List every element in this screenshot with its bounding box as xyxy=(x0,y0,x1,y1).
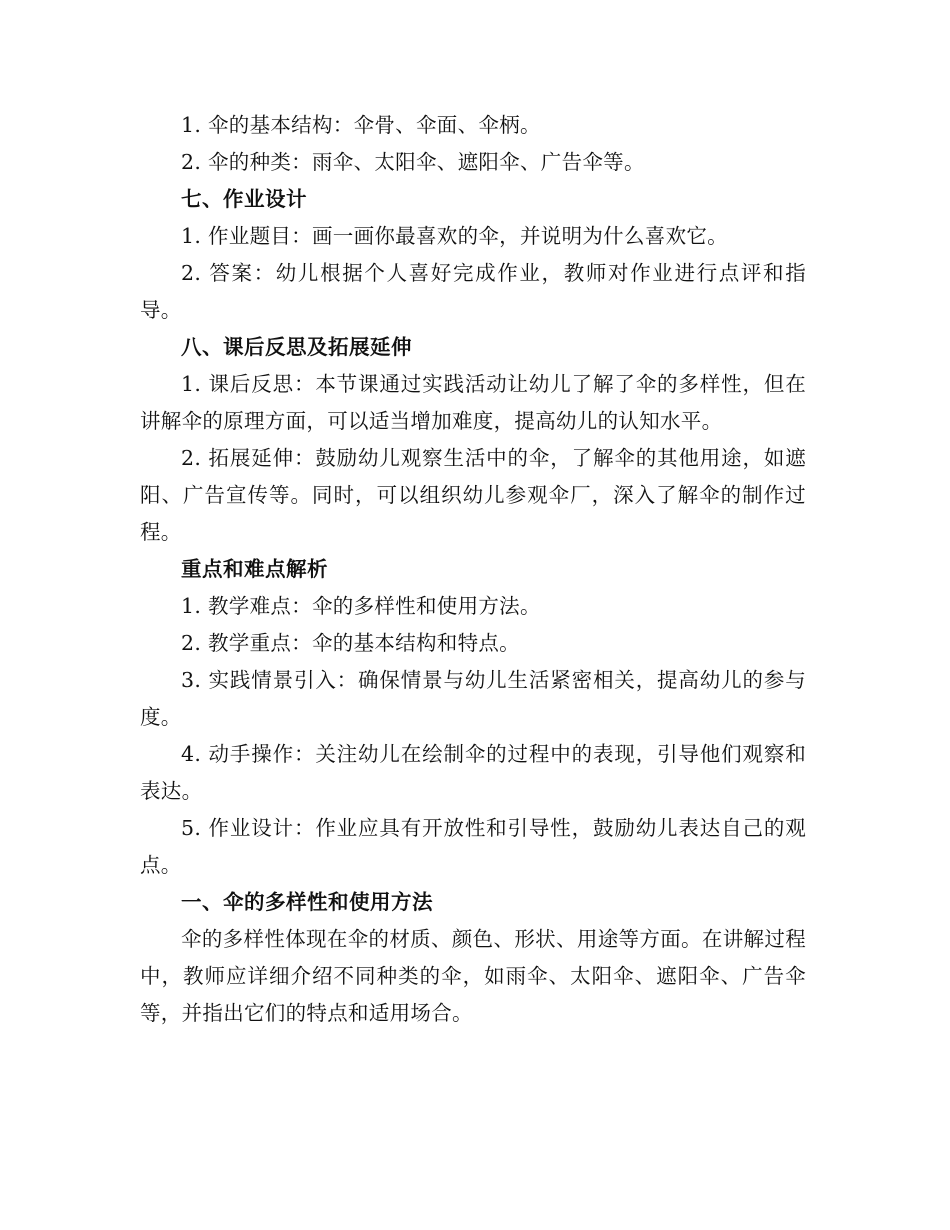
list-item-hands-on: 4. 动手操作：关注幼儿在绘制伞的过程中的表现，引导他们观察和表达。 xyxy=(140,742,806,803)
list-item-scenario: 3. 实践情景引入：确保情景与幼儿生活紧密相关，提高幼儿的参与度。 xyxy=(140,668,806,729)
list-item-types: 2. 伞的种类：雨伞、太阳伞、遮阳伞、广告伞等。 xyxy=(181,150,645,174)
section-heading-homework: 七、作业设计 xyxy=(181,187,307,211)
list-item-extension: 2. 拓展延伸：鼓励幼儿观察生活中的伞，了解伞的其他用途，如遮阳、广告宣传等。同时，可以组织幼儿参观伞厂，深入了解伞的制作过程。 xyxy=(140,446,806,544)
document-body xyxy=(140,107,806,1032)
list-item-structure: 1. 伞的基本结构：伞骨、伞面、伞柄。 xyxy=(181,113,541,137)
list-item-key-point: 2. 教学重点：伞的基本结构和特点。 xyxy=(181,631,520,655)
section-heading-reflection: 八、课后反思及拓展延伸 xyxy=(181,335,412,359)
body-paragraph-diversity: 伞的多样性体现在伞的材质、颜色、形状、用途等方面。在讲解过程中，教师应详细介绍不同种类的伞，如雨伞、太阳伞、遮阳伞、广告伞等，并指出它们的特点和适用场合。 xyxy=(140,927,806,1025)
list-item-homework-design: 5. 作业设计：作业应具有开放性和引导性，鼓励幼儿表达自己的观点。 xyxy=(140,816,806,877)
list-item-difficulty: 1. 教学难点：伞的多样性和使用方法。 xyxy=(181,594,541,618)
list-item-homework-answer: 2. 答案：幼儿根据个人喜好完成作业，教师对作业进行点评和指导。 xyxy=(140,261,806,322)
list-item-reflection: 1. 课后反思：本节课通过实践活动让幼儿了解了伞的多样性，但在讲解伞的原理方面，可以适当增加难度，提高幼儿的认知水平。 xyxy=(140,372,806,433)
section-heading-diversity: 一、伞的多样性和使用方法 xyxy=(181,890,433,914)
list-item-homework-topic: 1. 作业题目：画一画你最喜欢的伞，并说明为什么喜欢它。 xyxy=(181,224,728,248)
section-heading-key-points: 重点和难点解析 xyxy=(181,557,328,581)
